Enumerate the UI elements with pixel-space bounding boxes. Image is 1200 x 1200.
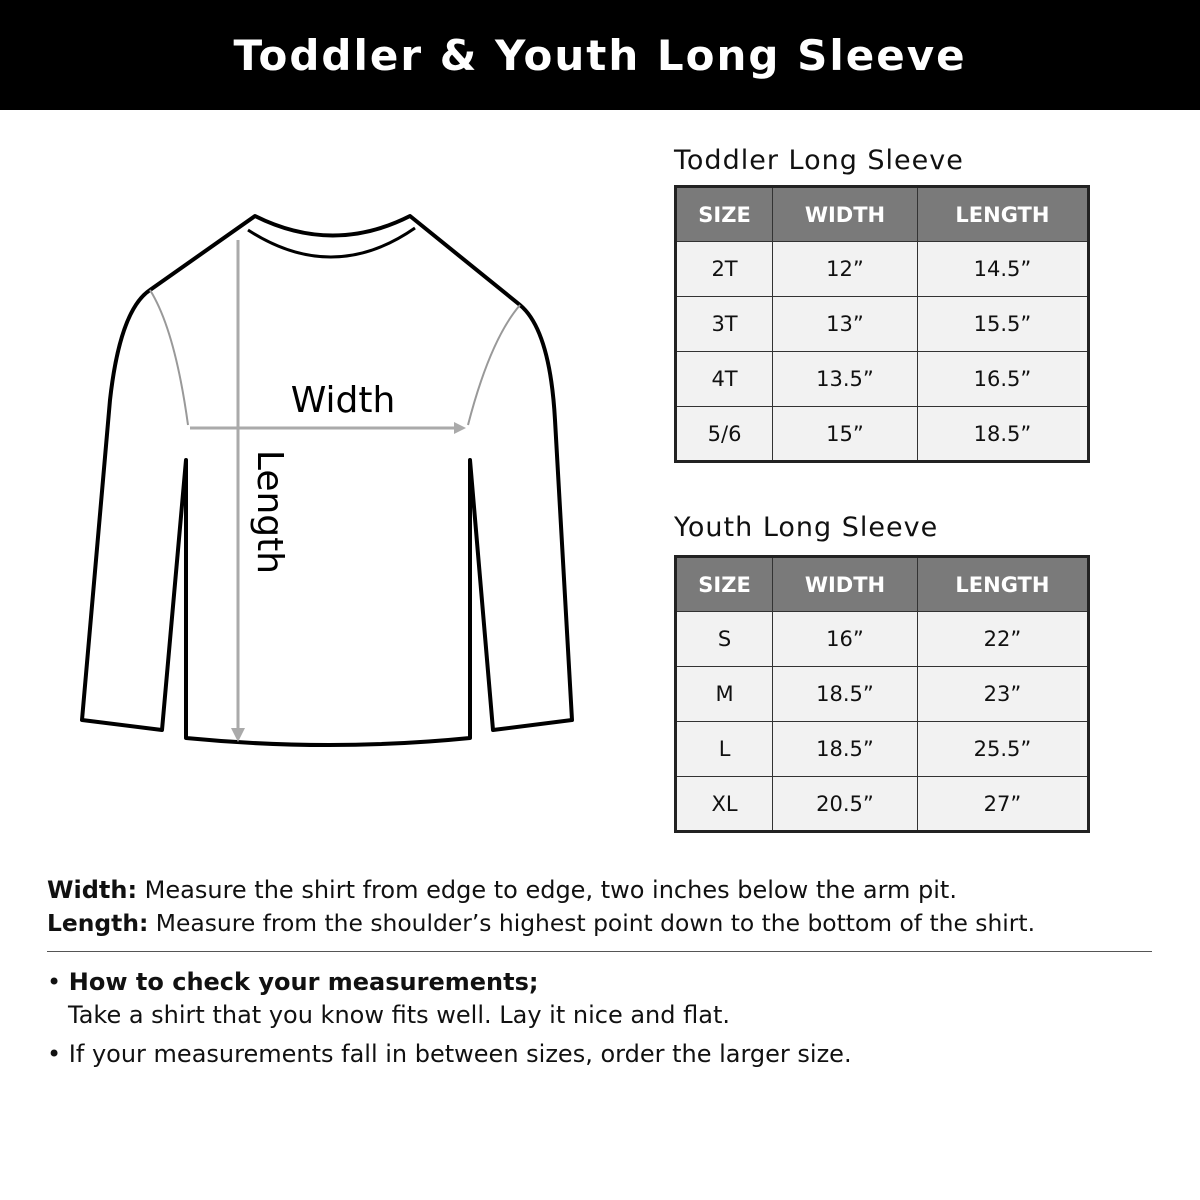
tip-line-2-text: If your measurements fall in between sizes, order the larger size. [68,1040,852,1068]
shirt-diagram [70,200,590,760]
tip-heading: • How to check your measurements; [47,968,539,996]
cell: 3T [676,297,773,352]
cell: 18.5” [773,722,918,777]
col-width: WIDTH [773,187,918,242]
cell: 13” [773,297,918,352]
toddler-title: Toddler Long Sleeve [674,145,964,176]
width-note [47,874,957,907]
width-label: Width [290,380,396,421]
length-note [47,907,1035,940]
width-note-label: Width: [47,876,138,904]
cell: 16.5” [917,352,1088,407]
col-length: LENGTH [917,187,1088,242]
cell: 18.5” [773,667,918,722]
cell: 25.5” [917,722,1088,777]
cell: 15.5” [917,297,1088,352]
table-row [676,407,1089,462]
table-row [676,667,1089,722]
width-note-text: Measure the shirt from edge to edge, two inches below the arm pit. [137,876,957,904]
length-note-text: Measure from the shoulder’s highest point down to the bottom of the shirt. [148,909,1036,937]
table-row [676,242,1089,297]
toddler-size-table [674,185,1090,463]
col-size: SIZE [676,187,773,242]
table-row [676,352,1089,407]
cell: 5/6 [676,407,773,462]
col-width: WIDTH [773,557,918,612]
cell: 27” [917,777,1088,832]
table-row [676,297,1089,352]
cell: 14.5” [917,242,1088,297]
table-row [676,722,1089,777]
col-size: SIZE [676,557,773,612]
col-length: LENGTH [917,557,1088,612]
table-row [676,777,1089,832]
cell: L [676,722,773,777]
tip-line-1: Take a shirt that you know fits well. Lay it nice and flat. [68,1001,730,1029]
tip-heading-text: How to check your measurements; [68,968,539,996]
table-row [676,612,1089,667]
length-label: Length [249,449,290,575]
cell: M [676,667,773,722]
cell: XL [676,777,773,832]
cell: 20.5” [773,777,918,832]
length-note-label: Length: [47,909,149,937]
cell: 15” [773,407,918,462]
cell: 22” [917,612,1088,667]
cell: 16” [773,612,918,667]
cell: 23” [917,667,1088,722]
cell: S [676,612,773,667]
youth-size-table [674,555,1090,833]
cell: 12” [773,242,918,297]
tip-line-2: • If your measurements fall in between sizes, order the larger size. [47,1040,852,1068]
youth-title: Youth Long Sleeve [674,512,939,543]
divider [47,951,1152,952]
cell: 2T [676,242,773,297]
page-title: Toddler & Youth Long Sleeve [0,0,1200,110]
cell: 13.5” [773,352,918,407]
cell: 4T [676,352,773,407]
cell: 18.5” [917,407,1088,462]
